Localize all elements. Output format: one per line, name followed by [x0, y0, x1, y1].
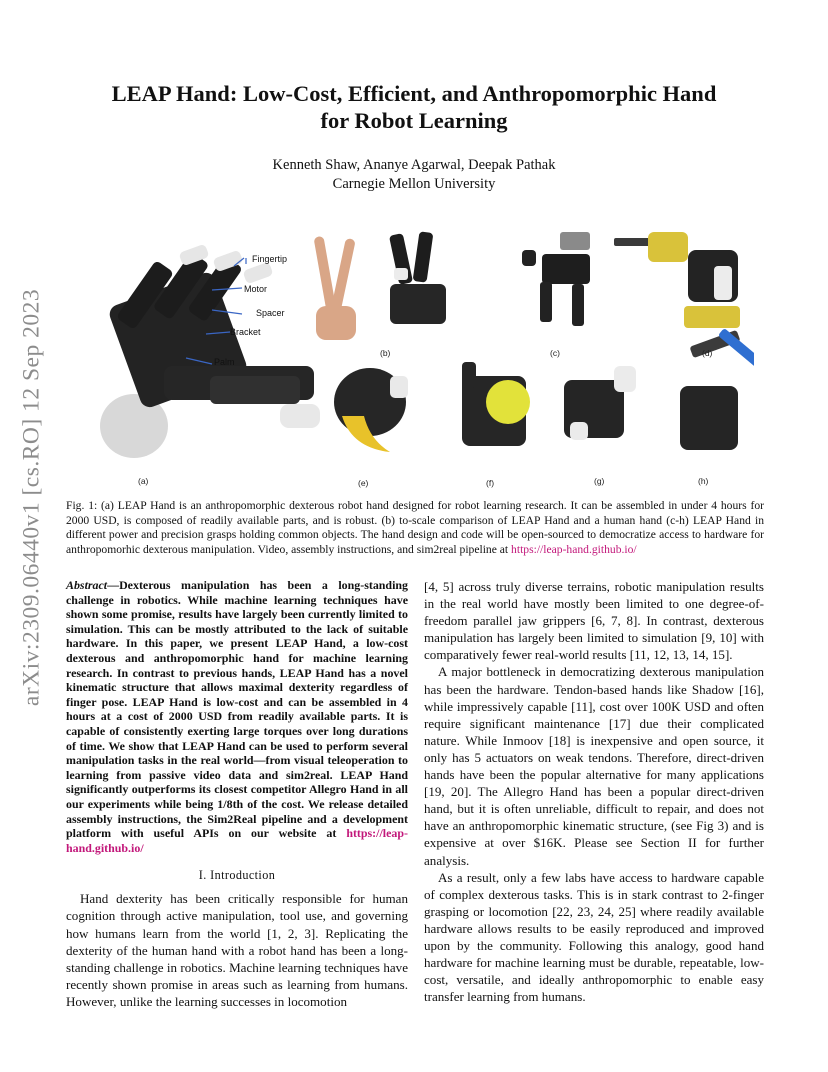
hand-grasp-photo-c [522, 232, 590, 326]
callout-palm: Palm [214, 357, 235, 367]
paper-title [80, 80, 748, 134]
hand-grasp-photo-e [334, 368, 408, 452]
right-column [424, 578, 764, 1005]
caption-project-link[interactable]: https://leap-hand.github.io/ [511, 542, 637, 556]
figure-1-caption [66, 499, 764, 557]
hand-grasp-photo-f [462, 362, 530, 446]
title-line-1: LEAP Hand: Low-Cost, Efficient, and Anthropomorphic Hand [111, 81, 717, 106]
abstract [66, 578, 408, 855]
callout-spacer: Spacer [256, 308, 285, 318]
callout-fingertip: Fingertip [252, 254, 288, 264]
panel-label-f: (f) [486, 478, 495, 488]
left-column [66, 578, 408, 1010]
callout-bracket: Bracket [230, 327, 261, 337]
abstract-project-link[interactable]: https://leap-hand.github.io/ [66, 826, 408, 855]
intro-paragraph-1-continued: [4, 5] across truly diverse terrains, robotic manipulation results in the real world have mostly been limited to one degree-of-freedom parallel jaw grippers [6, 7, 8]. In contrast, dexterous manipulation has largely been limited to simulation [9, 10] with comparatively fewer real-world results [11, 12, 13, 14, 15]. [424, 579, 764, 663]
panel-label-e: (e) [358, 478, 369, 488]
caption-text: Fig. 1: (a) LEAP Hand is an anthropomorphic dexterous robot hand designed for robot learning research. It can be assembled in under 4 hours for 2000 USD, is composed of readily available parts, and is robust. (b) to-scale comparison of LEAP Hand and a human hand (c-h) LEAP Hand in different power and precision grasps holding common objects. The hand design and code will be open-sourced to democratize access to hardware for anthropomorhic dexterous manipulation. Video, assembly instructions, and sim2real pipeline at [66, 499, 764, 556]
hand-grasp-photo-d [614, 232, 740, 328]
arxiv-identifier-stamp: arXiv:2309.06440v1 [cs.RO] 12 Sep 2023 [18, 288, 45, 707]
human-hand-photo-b [313, 231, 446, 340]
author-names: Kenneth Shaw, Ananye Agarwal, Deepak Pathak [272, 157, 556, 173]
figure-1-photos [94, 226, 754, 488]
author-affiliation: Carnegie Mellon University [332, 176, 496, 192]
panel-label-b: (b) [380, 348, 391, 358]
panel-label-c: (c) [550, 348, 560, 358]
panel-label-d: (d) [702, 348, 713, 358]
abstract-label: Abstract [66, 578, 108, 592]
figure-1 [94, 226, 754, 488]
panel-label-a: (a) [138, 476, 149, 486]
hand-grasp-photo-g [564, 366, 636, 440]
callout-motor: Motor [244, 284, 268, 294]
panel-label-h: (h) [698, 476, 709, 486]
abstract-text: —Dexterous manipulation has been a long-standing challenge in robotics. While machine learning techniques have shown some promise, results have largely been currently limited to simulation. This can be mostly attributed to the lack of suitable hardware. In this paper, we present LEAP Hand, a low-cost dexterous and anthropomorphic hand for machine learning research. In contrast to previous hands, LEAP Hand has a novel kinematic structure that allows maximal dexterity regardless of finger pose. LEAP Hand is low-cost and can be assembled in 4 hours at a cost of 2000 USD from readily available parts. It is capable of consistently exerting large torques over long durations of time. We show that LEAP Hand can be used to perform several manipulation tasks in the real world—from visual teleoperation to learning from passive video data and sim2real. LEAP Hand significantly outperforms its closest competitor Allegro Hand in all our experiments while being 1/8th of the cost. We release detailed assembly instructions, the Sim2Real pipeline and a development platform with useful APIs on our website at [66, 578, 408, 841]
hand-grasp-photo-h [680, 328, 754, 450]
author-block [80, 156, 748, 194]
section-heading-introduction: I. Introduction [198, 868, 276, 883]
intro-paragraph-1: Hand dexterity has been critically responsible for human cognition through active manipulation, tool use, and governing how humans learn from the world [1, 2, 3]. Replicating the dexterity of the human hand with a robot hand has been a long-standing challenge in robotics. Machine learning techniques have recently shown promise in areas such as learning from humans. However, unlike the learning successes in locomotion [66, 891, 408, 1009]
panel-label-g: (g) [594, 476, 605, 486]
intro-paragraph-2: A major bottleneck in democratizing dexterous manipulation has been the hardware. Tendon-based hands like Shadow [16], while impressively capable [11], cost over 100K USD and often require significant maintenance [17] due their complicated nature. While Inmoov [18] is inexpensive and open source, it only has 5 actuators on weak tendons. Therefore, direct-driven hands have been the popular alternative for many applications [19, 20]. The Allegro Hand has been a popular direct-driven hand, but it is often unreliable, difficult to repair, and does not have an anthropomorphic kinematic structure, (see Fig 3) and is expensive at over $16K. Please see Section II for further analysis. [424, 664, 764, 868]
robot-hand-photo-a [100, 244, 320, 458]
intro-paragraph-3: As a result, only a few labs have access to hardware capable of complex dexterous tasks. This is in stark contrast to 2-finger grasping or locomotion [22, 23, 24, 25] where readily available hardware allows results to be easily reproduced and improved upon by the community. Following this analogy, good hand hardware for machine learning must be durable, repeatable, low-cost, versatile, and ideally anthropomorphic to enable easy transfer learning from humans. [424, 869, 764, 1005]
title-line-2: for Robot Learning [320, 108, 508, 133]
